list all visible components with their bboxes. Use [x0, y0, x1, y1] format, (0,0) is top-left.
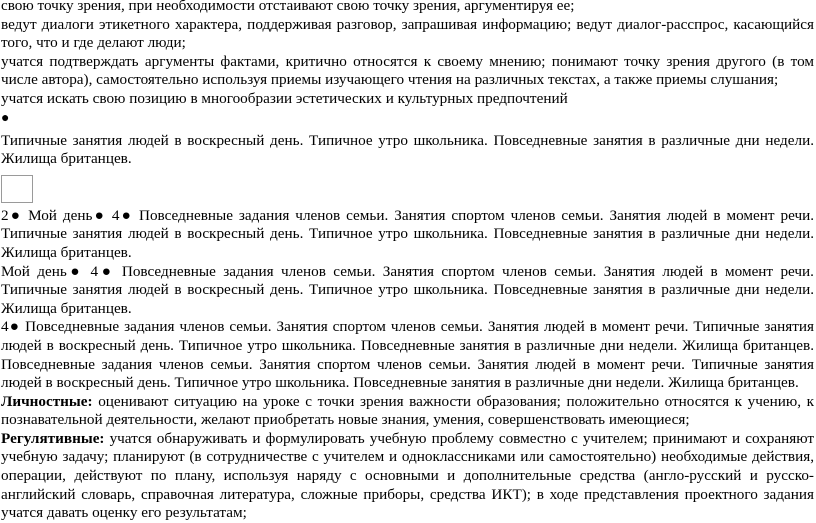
topics-paragraph: Типичные занятия людей в воскресный день. Типичное утро школьника. Повседневные занятия в различные дни недели. Жилища британцев. — [1, 131, 814, 168]
number-4: 4 — [111, 206, 120, 224]
my-day-label: Мой день — [28, 206, 93, 224]
paragraph-line-3: учатся подтверждать аргументы фактами, критично относятся к своему мнению; понимают точку зрения другого (в том числе автора), самостоятельно используя приемы изучающего чтения на различных текстах, а также приемы слушания; — [1, 52, 814, 89]
numbered-paragraph-my-day — [1, 263, 814, 319]
regulatory-label: Регулятивные: — [1, 429, 105, 447]
document-body — [1, 0, 814, 523]
number-4: 4 — [90, 262, 99, 280]
bullet-icon: ● — [1, 110, 10, 126]
bullet-icon: ● — [98, 262, 115, 280]
bullet-icon: ● — [66, 262, 84, 280]
regulatory-results-paragraph — [1, 430, 814, 523]
everyday-text: Повседневные задания членов семьи. Занятия спортом членов семьи. Занятия людей в момент речи. Типичные занятия людей в воскресный день. Типичное утро школьника. Повседневные занятия в различные дни недели. Жилища британцев. — [1, 206, 815, 261]
everyday-text-long: Повседневные задания членов семьи. Занятия спортом членов семьи. Занятия людей в момент речи. Типичные занятия людей в воскресный день. Типичное утро школьника. Повседневные занятия в различные дни недели. Жилища британцев. Повседневные задания членов семьи. Занятия спортом членов семьи. Занятия людей в момент речи. Типичные занятия людей в воскресный день. Типичное утро школьника. Повседневные занятия в различные дни недели. Жилища британцев. — [1, 318, 815, 392]
bullet-line — [1, 109, 814, 132]
numbered-paragraph-2 — [1, 207, 814, 263]
number-4: 4 — [1, 318, 9, 336]
regulatory-text: учатся обнаруживать и формулировать учебную проблему совместно с учителем; принимают и сохраняют учебную задачу; планируют (в сотрудничестве с учителем и одноклассниками или самостоятельно) необходимые действия, операции, действуют по плану, используя наряду с основными и дополнительные средства (англо-русский и русско-английский словарь, справочная литература, сложные приборы, средства ИКТ); в ходе представления проектного задания учатся давать оценку его результатам; — [1, 429, 814, 522]
everyday-text: Повседневные задания членов семьи. Занятия спортом членов семьи. Занятия людей в момент речи. Типичные занятия людей в воскресный день. Типичное утро школьника. Повседневные занятия в различные дни недели. Жилища британцев. — [1, 262, 814, 317]
personal-label: Личностные: — [1, 392, 93, 410]
paragraph-line-1: свою точку зрения, при необходимости отстаивают свою точку зрения, аргументируя ее; — [1, 0, 575, 14]
my-day-label: Мой день — [1, 262, 67, 280]
paragraph-line-4: учатся искать свою позицию в многообразии эстетических и культурных предпочтений — [1, 89, 568, 107]
personal-results-paragraph — [1, 393, 814, 430]
bullet-icon: ● — [8, 206, 23, 224]
bullet-icon: ● — [119, 206, 134, 224]
numbered-paragraph-4 — [1, 318, 814, 392]
number-2: 2 — [1, 206, 9, 224]
bullet-icon: ● — [92, 206, 106, 224]
personal-text: оценивают ситуацию на уроке с точки зрения важности образования; положительно относятся к учению, к познавательной деятельности, желают приобретать новые знания, умения, совершенствовать имеющиеся; — [1, 392, 814, 429]
empty-frame-box — [1, 175, 33, 203]
bullet-icon: ● — [8, 318, 21, 336]
paragraph-line-2: ведут диалоги этикетного характера, поддерживая разговор, запрашивая информацию; ведут диалог-расспрос, касающийся того, что и где делают люди; — [1, 15, 814, 52]
